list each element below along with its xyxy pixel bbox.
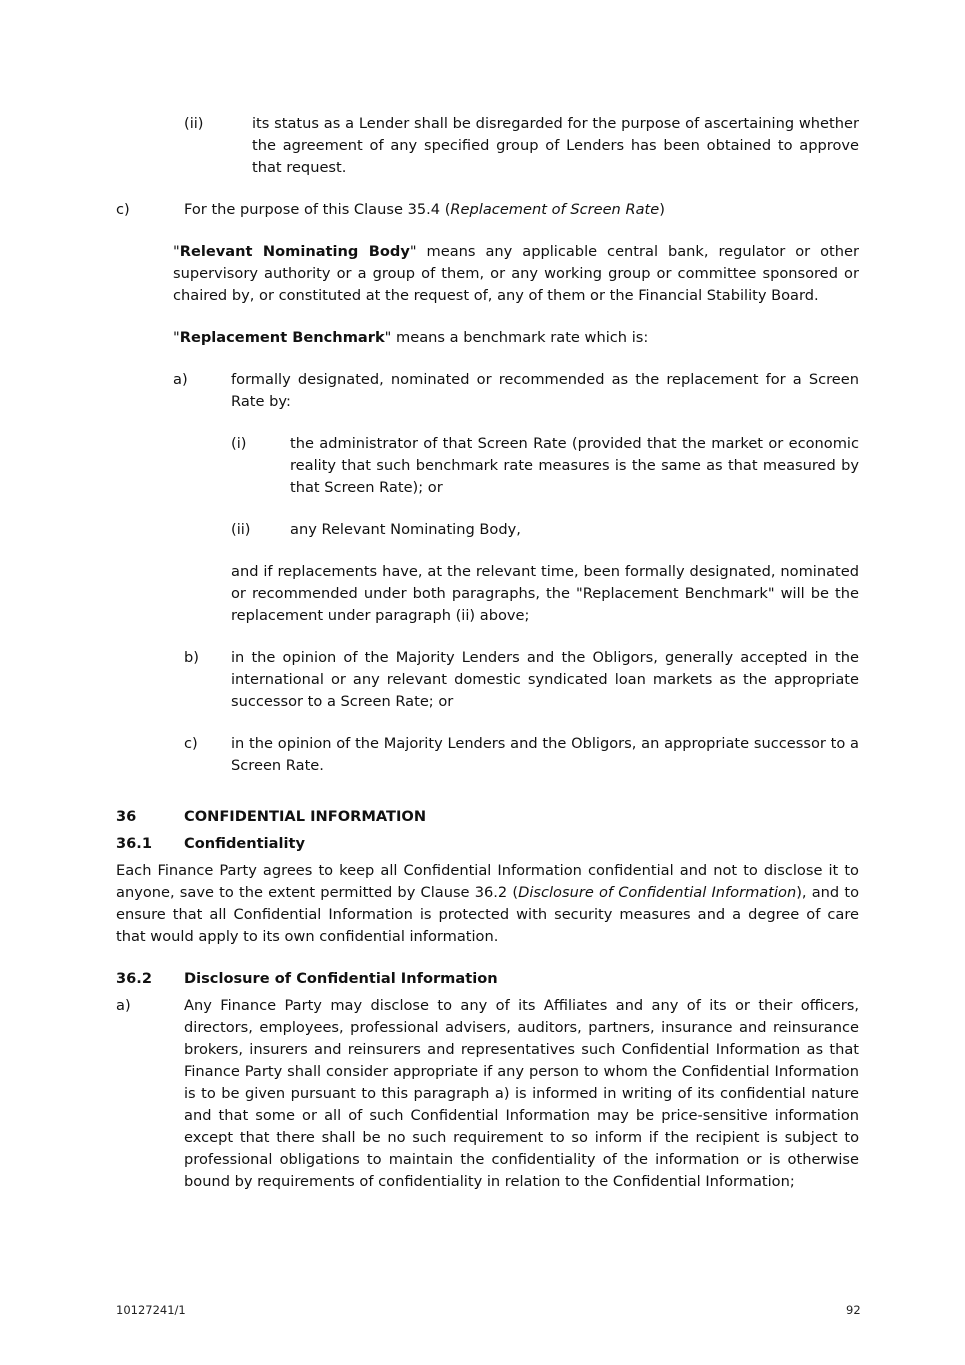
clause-reference-italic: Replacement of Screen Rate (450, 201, 660, 218)
section-number-36: 36 (116, 808, 137, 825)
defined-term: Replacement Benchmark (179, 329, 385, 346)
paragraph-formally-designated: formally designated, nominated or recommended as the replacement for a Screen Rate by: (231, 371, 859, 410)
definition-replacement-benchmark: "Replacement Benchmark" means a benchmark rate which is: (173, 329, 649, 346)
paragraph-generally-accepted: in the opinion of the Majority Lenders and the Obligors, generally accepted in the international or any relevant domestic syndicated loan markets as the appropriate successor to a Screen Rate; or (231, 649, 859, 710)
list-label-ii: (ii) (184, 115, 204, 132)
list-label-a: a) (173, 371, 188, 388)
list-label-ii: (ii) (231, 521, 251, 538)
section-number-36-1: 36.1 (116, 835, 153, 852)
list-label-c: c) (184, 735, 198, 752)
paragraph-replacements: and if replacements have, at the relevant time, been formally designated, nominated or recommended under both paragraphs, the "Replacement Benchmark" will be the replacement under paragraph (ii) above; (231, 563, 859, 624)
section-title-disclosure: Disclosure of Confidential Information (184, 970, 498, 987)
clause-reference-italic: Disclosure of Confidential Information (518, 884, 797, 901)
page-number: 92 (846, 1303, 861, 1317)
paragraph-appropriate-successor: in the opinion of the Majority Lenders and the Obligors, an appropriate successor to a Screen Rate. (231, 735, 859, 774)
paragraph-confidentiality: Each Finance Party agrees to keep all Confidential Information confidential and not to disclose it to anyone, save to the extent permitted by Clause 36.2 (Disclosure of Confidential Information), and to ensure that all Confidential Information is protected with security measures and a degree of care that would apply to its own confidential information. (116, 862, 860, 945)
list-label-i: (i) (231, 435, 247, 452)
definition-relevant-nominating-body: "Relevant Nominating Body" means any applicable central bank, regulator or other supervisory authority or a group of them, or any working group or committee sponsored or chaired by, or constituted at the request of, any of them or the Financial Stability Board. (173, 243, 859, 304)
document-reference: 10127241/1 (116, 1303, 186, 1317)
section-title-confidential-information: CONFIDENTIAL INFORMATION (184, 808, 427, 825)
section-title-confidentiality: Confidentiality (184, 835, 305, 852)
paragraph-disclosure: Any Finance Party may disclose to any of its Affiliates and any of its or their officers, directors, employees, professional advisers, auditors, partners, insurance and reinsurance brokers, insurers and reinsurers and representatives such Confidential Information as that Finance Party shall consider appropriate if any person to whom the Confidential Information is to be given pursuant to this paragraph a) is informed in writing of its confidential nature and that some or all of such Confidential Information may be price-sensitive information except that there shall be no such requirement to so inform if the recipient is subject to professional obligations to maintain the confidentiality of the information or is otherwise bound by requirements of confidentiality in relation to the Confidential Information; (184, 997, 859, 1190)
list-label-b: b) (184, 649, 199, 666)
paragraph-clause-purpose: For the purpose of this Clause 35.4 (Replacement of Screen Rate) (184, 201, 665, 218)
paragraph-relevant-body: any Relevant Nominating Body, (290, 521, 521, 538)
paragraph-administrator: the administrator of that Screen Rate (provided that the market or economic reality that such benchmark rate measures is the same as that measured by that Screen Rate); or (290, 435, 859, 496)
defined-term: Relevant Nominating Body (179, 243, 410, 260)
list-label-c: c) (116, 201, 130, 218)
paragraph-lender-status: its status as a Lender shall be disregarded for the purpose of ascertaining whether the agreement of any specified group of Lenders has been obtained to approve that request. (252, 115, 859, 176)
section-number-36-2: 36.2 (116, 970, 153, 987)
list-label-a: a) (116, 997, 131, 1014)
